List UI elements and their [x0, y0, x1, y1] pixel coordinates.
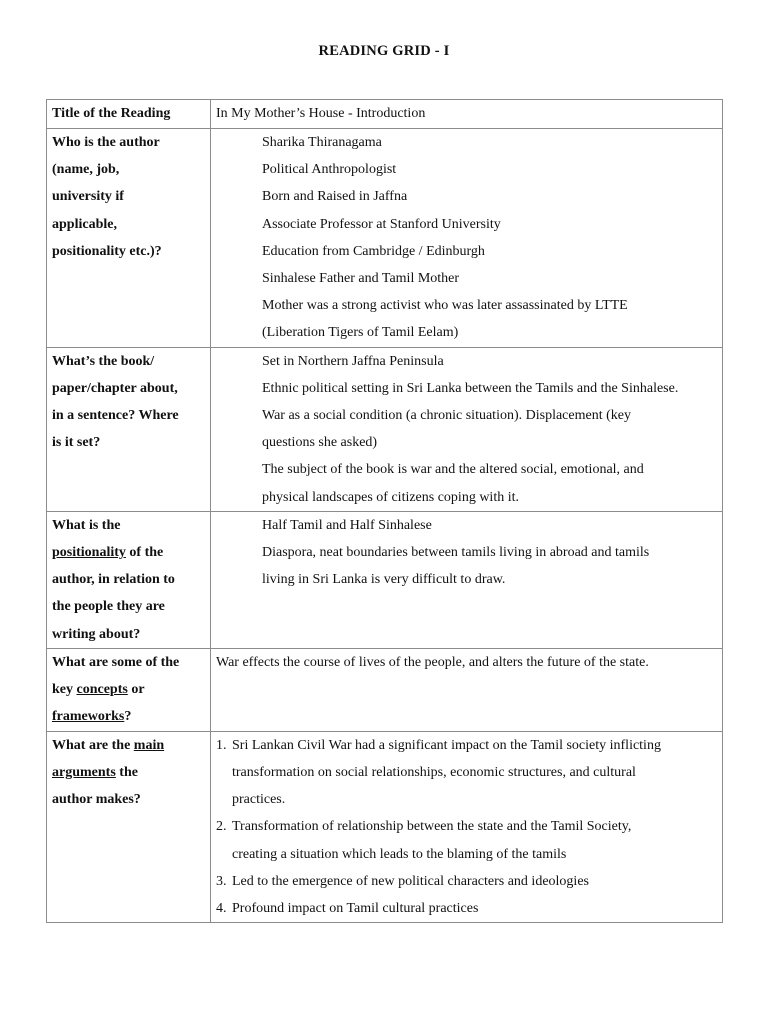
- label-line: What is the: [52, 517, 121, 533]
- argument-line: [216, 868, 718, 895]
- table-row-positionality: [47, 511, 723, 648]
- argument-text: Led to the emergence of new political characters and ideologies: [232, 873, 589, 889]
- label-positionality: [47, 511, 211, 648]
- value-line: questions she asked): [262, 435, 378, 451]
- value-line: physical landscapes of citizens coping with it.: [262, 489, 519, 505]
- table-row-title: [47, 100, 723, 129]
- label-underlined: arguments: [52, 765, 116, 781]
- argument-line: [216, 813, 718, 840]
- argument-line: transformation on social relationships, economic structures, and cultural: [232, 765, 636, 781]
- label-line: [52, 759, 206, 786]
- argument-text: Profound impact on Tamil cultural practices: [232, 901, 479, 917]
- value-arguments: [211, 731, 723, 922]
- argument-line: [216, 732, 718, 759]
- label-line: the people they are: [52, 599, 165, 615]
- label-line: applicable,: [52, 216, 117, 232]
- label-line: Who is the author: [52, 135, 160, 150]
- label-arguments: [47, 731, 211, 922]
- value-line: (Liberation Tigers of Tamil Eelam): [262, 325, 459, 341]
- argument-text: Transformation of relationship between the state and the Tamil Society,: [232, 819, 632, 835]
- argument-line: [216, 895, 718, 922]
- table-row-about: [47, 347, 723, 511]
- reading-grid-table: [46, 99, 723, 923]
- value-line: Half Tamil and Half Sinhalese: [262, 517, 432, 533]
- label-line: [52, 676, 206, 703]
- value-positionality: [211, 511, 723, 648]
- value-title-of-reading: [211, 100, 723, 129]
- label-title-of-reading: [47, 100, 211, 129]
- value-line: In My Mother’s House - Introduction: [216, 106, 426, 121]
- argument-item: [216, 732, 718, 814]
- label-concepts: [47, 648, 211, 731]
- label-underlined: frameworks: [52, 709, 125, 725]
- label-text: What are the: [52, 737, 134, 753]
- label-underlined: main: [133, 737, 165, 753]
- value-line: Sinhalese Father and Tamil Mother: [262, 271, 460, 287]
- label-line: author makes?: [52, 792, 141, 808]
- label-line: is it set?: [52, 435, 101, 451]
- value-concepts: [211, 648, 723, 731]
- label-text: ?: [124, 709, 132, 725]
- table-row-author: [47, 129, 723, 348]
- label-line: Title of the Reading: [52, 106, 171, 121]
- value-line: Political Anthropologist: [262, 162, 397, 178]
- value-line: Diaspora, neat boundaries between tamils living in abroad and tamils: [262, 545, 650, 561]
- label-line: positionality etc.)?: [52, 243, 162, 259]
- value-line: War as a social condition (a chronic situation). Displacement (key: [262, 408, 631, 424]
- list-number: 2.: [216, 819, 227, 835]
- value-line: Set in Northern Jaffna Peninsula: [262, 353, 444, 369]
- label-line: [52, 539, 206, 566]
- label-about: [47, 347, 211, 511]
- value-line: Sharika Thiranagama: [262, 135, 382, 150]
- list-number: 4.: [216, 901, 227, 917]
- argument-item: [216, 868, 718, 895]
- label-line: university if: [52, 189, 124, 205]
- label-text: or: [127, 682, 145, 698]
- label-line: in a sentence? Where: [52, 408, 179, 424]
- list-number: 1.: [216, 737, 227, 753]
- value-author: [211, 129, 723, 348]
- page-title: READING GRID - I: [318, 43, 450, 59]
- argument-line: practices.: [232, 792, 286, 808]
- label-line: author, in relation to: [52, 572, 175, 588]
- label-author: [47, 129, 211, 348]
- value-line: Mother was a strong activist who was later assassinated by LTTE: [262, 298, 628, 314]
- argument-item: [216, 813, 718, 867]
- value-line: Education from Cambridge / Edinburgh: [262, 243, 485, 259]
- argument-item: [216, 895, 718, 922]
- value-line: Born and Raised in Jaffna: [262, 189, 408, 205]
- argument-line: creating a situation which leads to the blaming of the tamils: [232, 846, 567, 862]
- label-text: key: [52, 682, 77, 698]
- table-row-arguments: [47, 731, 723, 922]
- value-about: [211, 347, 723, 511]
- label-line: (name, job,: [52, 162, 120, 178]
- table-row-concepts: [47, 648, 723, 731]
- label-line: [52, 732, 206, 759]
- list-number: 3.: [216, 873, 227, 889]
- argument-text: Sri Lankan Civil War had a significant impact on the Tamil society inflicting: [232, 737, 661, 753]
- label-line: [52, 703, 206, 730]
- value-line: Ethnic political setting in Sri Lanka between the Tamils and the Sinhalese.: [262, 380, 679, 396]
- value-line: The subject of the book is war and the altered social, emotional, and: [262, 462, 644, 478]
- value-line: living in Sri Lanka is very difficult to draw.: [262, 572, 506, 588]
- label-line: writing about?: [52, 626, 141, 642]
- label-underlined: concepts: [76, 682, 128, 698]
- label-line: What are some of the: [52, 654, 180, 670]
- value-line: War effects the course of lives of the people, and alters the future of the state.: [216, 654, 649, 670]
- label-text: of the: [125, 545, 164, 561]
- label-line: What’s the book/: [52, 353, 155, 369]
- label-line: paper/chapter about,: [52, 380, 178, 396]
- label-text: the: [115, 765, 138, 781]
- label-underlined: positionality: [52, 545, 126, 561]
- value-line: Associate Professor at Stanford University: [262, 216, 501, 232]
